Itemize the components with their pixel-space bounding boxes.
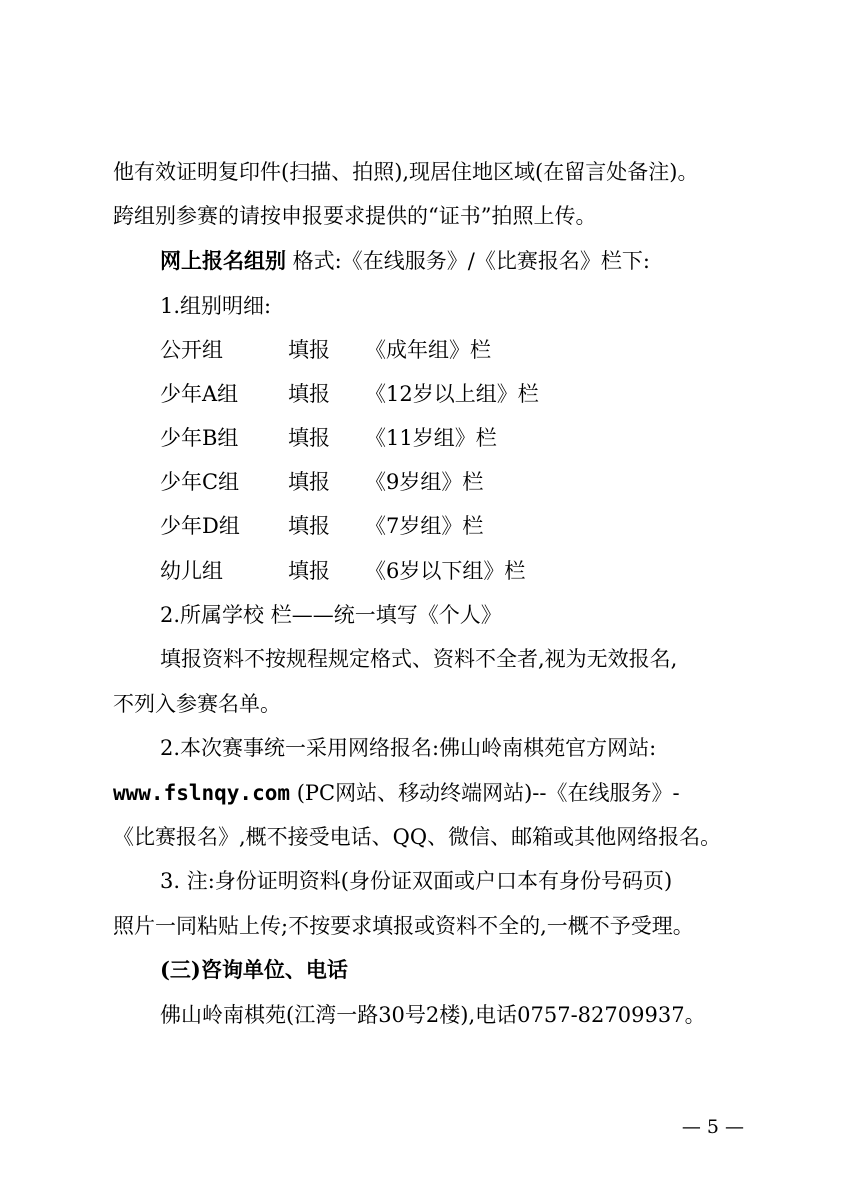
page-number: — 5 — [681, 1116, 744, 1138]
website-link[interactable]: www.fslnqy.com [113, 781, 291, 805]
group-action: 填报 [288, 382, 330, 406]
online-reg-line2-rest: (PC网站、移动终端网站)--《在线服务》- [290, 781, 680, 805]
group-name: 少年C组 [160, 470, 240, 494]
group-action: 填报 [288, 514, 330, 538]
group-name: 少年A组 [160, 382, 239, 406]
group-action: 填报 [288, 470, 330, 494]
group-column: 《12岁以上组》栏 [365, 382, 539, 406]
online-group-rest: 格式:《在线服务》/《比赛报名》栏下: [286, 249, 650, 273]
online-reg-line2 [113, 778, 680, 808]
group-column: 《9岁组》栏 [365, 470, 484, 494]
group-action: 填报 [288, 338, 330, 362]
group-name: 少年B组 [160, 426, 239, 450]
online-group-bold: 网上报名组别 [160, 248, 286, 273]
group-name: 公开组 [160, 338, 223, 362]
group-column: 《6岁以下组》栏 [365, 559, 526, 583]
invalid-line1: 填报资料不按规程规定格式、资料不全者,视为无效报名, [160, 647, 678, 671]
invalid-line2: 不列入参赛名单。 [113, 692, 281, 716]
note-line2: 照片一同粘贴上传;不按要求填报或资料不全的,一概不予受理。 [113, 914, 694, 938]
detail-title: 1.组别明细: [160, 294, 272, 318]
para1-line1: 他有效证明复印件(扫描、拍照),现居住地区域(在留言处备注)。 [113, 160, 699, 184]
online-reg-line3: 《比赛报名》,概不接受电话、QQ、微信、邮箱或其他网络报名。 [113, 825, 722, 849]
school-line: 2.所属学校 栏——统一填写《个人》 [160, 603, 502, 627]
section3-title: (三)咨询单位、电话 [160, 957, 348, 982]
contact-line: 佛山岭南棋苑(江湾一路30号2楼),电话0757-82709937。 [160, 1003, 706, 1027]
group-name: 少年D组 [160, 514, 240, 538]
online-group-heading [160, 246, 650, 276]
group-name: 幼儿组 [160, 559, 223, 583]
group-column: 《11岁组》栏 [365, 426, 497, 450]
online-reg-line1: 2.本次赛事统一采用网络报名:佛山岭南棋苑官方网站: [160, 736, 657, 760]
group-column: 《成年组》栏 [365, 338, 491, 362]
para1-line2: 跨组别参赛的请按申报要求提供的“证书”拍照上传。 [113, 204, 597, 228]
note-line1: 3. 注:身份证明资料(身份证双面或户口本有身份号码页) [160, 869, 673, 893]
group-column: 《7岁组》栏 [365, 514, 484, 538]
group-action: 填报 [288, 426, 330, 450]
group-action: 填报 [288, 559, 330, 583]
